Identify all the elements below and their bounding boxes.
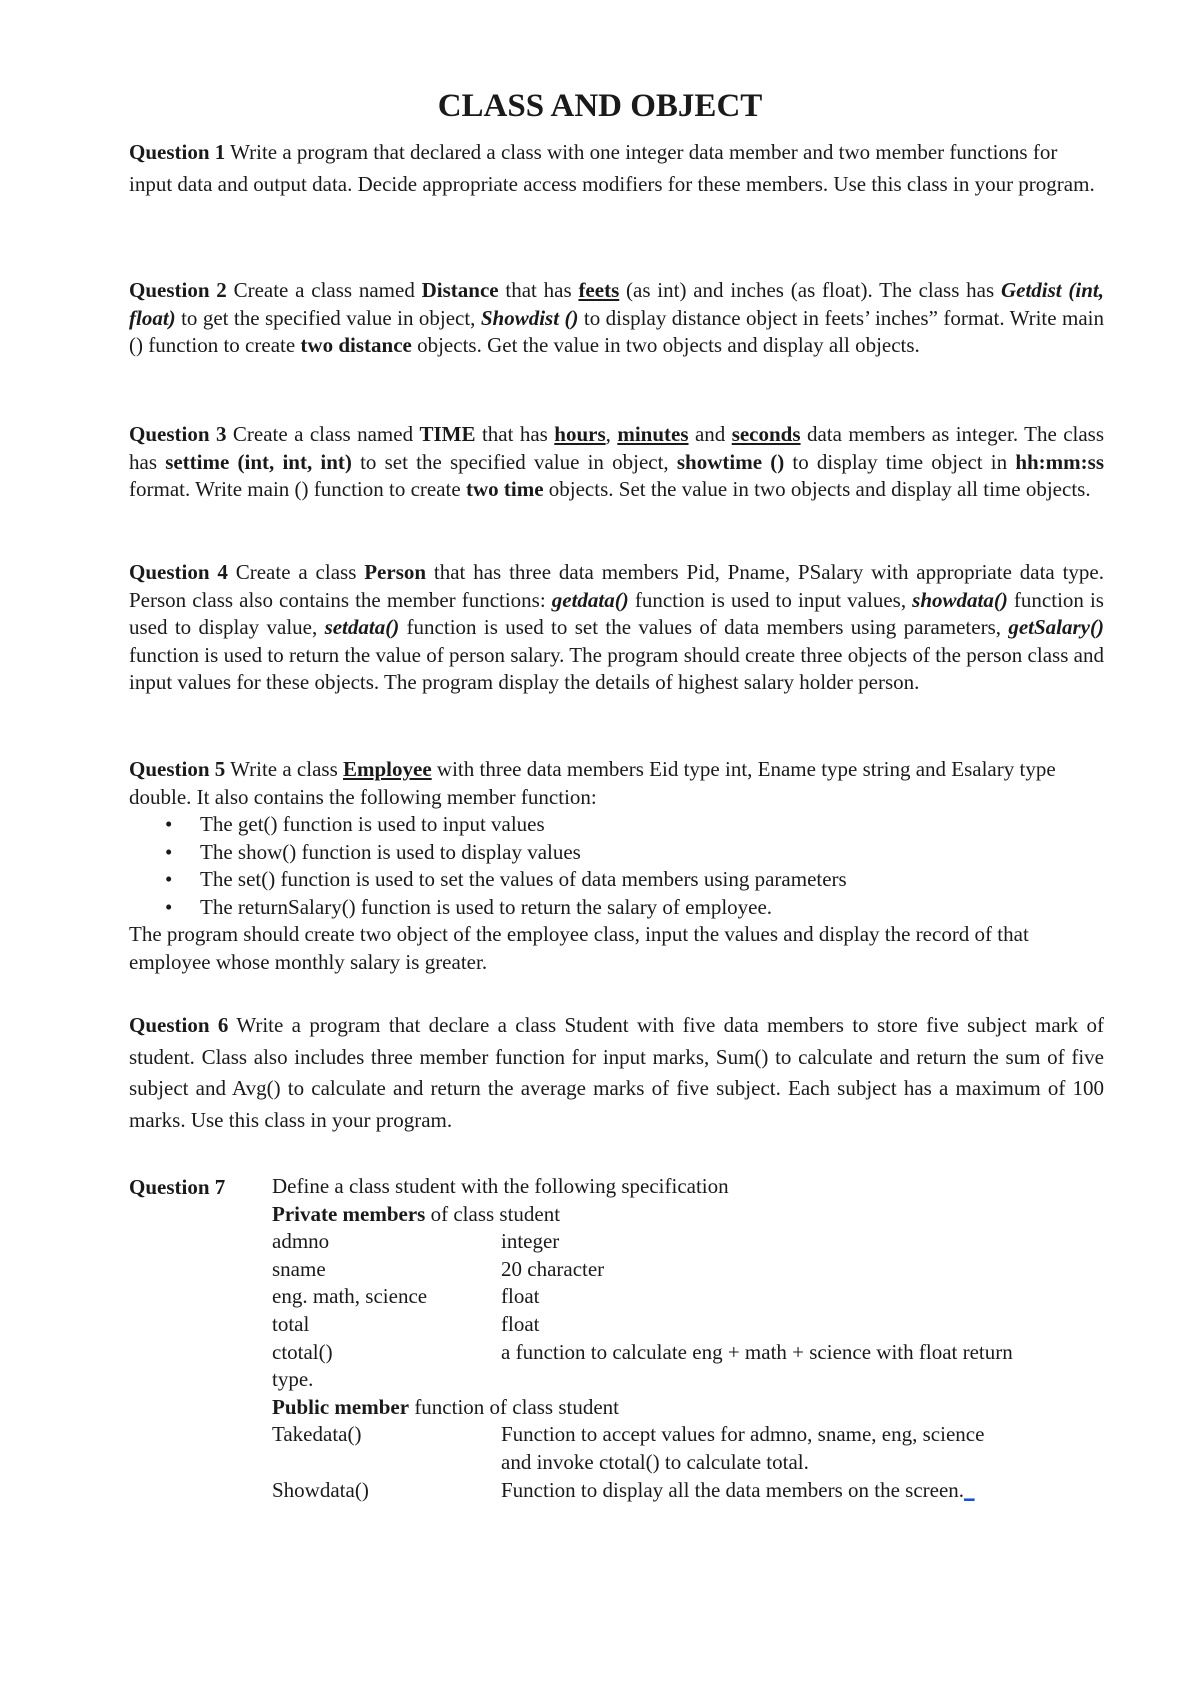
member-name: Showdata()	[272, 1477, 369, 1502]
description-line: Function to accept values for admno, sname, eng, science	[501, 1422, 985, 1447]
member-type: a function to calculate eng + math + science with float return	[501, 1339, 1013, 1364]
question-1-label: Question 1	[129, 140, 226, 164]
question-5-text: with three data members Eid type int, Ename type string and Esalary type double. It also contains the following member function:	[129, 757, 1056, 809]
public-members-heading	[272, 1394, 1122, 1422]
trailing-underscore: _	[964, 1477, 975, 1502]
question-3-text: to display time object in	[784, 449, 1016, 474]
getsalary-function: getSalary()	[1008, 615, 1104, 639]
member-name: eng. math, science	[272, 1284, 428, 1309]
question-5	[129, 756, 1104, 976]
time-class-name: TIME	[419, 422, 476, 446]
list-item: • The show() function is used to display values	[129, 839, 1104, 867]
setdata-function: setdata()	[324, 615, 400, 639]
question-5-closing: The program should create two object of the employee class, input the values and display the record of that employee whose monthly salary is greater.	[129, 922, 1029, 974]
showdata-function: showdata()	[912, 587, 1008, 612]
question-4-text: function is used to set the values of data members using parameters,	[399, 615, 1009, 639]
question-2	[129, 277, 1104, 360]
list-item: • The returnSalary() function is used to return the salary of employee.	[129, 894, 1104, 922]
public-members-bold: Public member	[272, 1394, 410, 1419]
question-2-text: to get the specified value in object,	[175, 305, 481, 330]
question-5-intro	[129, 756, 1104, 811]
employee-class-name: Employee	[343, 757, 432, 781]
hours-term: hours	[554, 422, 606, 446]
table-row	[272, 1228, 1122, 1256]
question-7-intro: Define a class student with the following specification	[272, 1174, 729, 1198]
description-line: Function to display all the data members on the screen.	[501, 1477, 965, 1502]
question-2-text: (as int) and inches (as float). The class has	[619, 278, 1001, 302]
question-2-text: objects. Get the value in two objects and display all objects.	[411, 333, 920, 357]
private-members-bold: Private members	[272, 1201, 426, 1226]
question-3-text: ,	[605, 422, 618, 446]
showtime-function: showtime ()	[676, 449, 785, 474]
table-row	[272, 1339, 1122, 1367]
member-name: sname	[272, 1256, 326, 1281]
question-5-text: Write a class	[225, 757, 343, 781]
question-3-text: to set the specified value in object,	[351, 449, 677, 474]
person-class-name: Person	[364, 560, 427, 584]
question-3-text: Create a class named	[226, 422, 420, 446]
seconds-term: seconds	[731, 422, 801, 446]
member-description	[501, 1421, 1122, 1476]
question-1-text: Write a program that declared a class with one integer data member and two member functions for input data and output data. Decide appropriate access modifiers for these members. Use this class in your program.	[129, 140, 1095, 196]
table-row	[272, 1477, 1122, 1505]
two-time-term: two time	[465, 477, 544, 501]
question-6-label: Question 6	[129, 1013, 229, 1037]
member-name: total	[272, 1311, 310, 1336]
table-row	[272, 1311, 1122, 1339]
question-3-text: format. Write main () function to create	[129, 477, 466, 501]
two-distance-term: two distance	[300, 333, 412, 357]
getdist-function: Getdist (int, float)	[129, 278, 1104, 330]
description-line: and invoke ctotal() to calculate total.	[501, 1449, 809, 1474]
question-3-text: that has	[475, 422, 555, 446]
question-3	[129, 421, 1104, 504]
question-2-label: Question 2	[129, 278, 227, 302]
member-description	[501, 1477, 1122, 1505]
question-7-label: Question 7	[129, 1175, 226, 1199]
table-row	[272, 1421, 1122, 1476]
time-format-term: hh:mm:ss	[1015, 449, 1104, 474]
feets-term: feets	[578, 278, 620, 302]
question-3-text: data members as integer. The class has	[129, 422, 1105, 474]
private-members-rest: of class student	[425, 1201, 561, 1226]
question-4	[129, 559, 1104, 697]
wrapped-text: type.	[272, 1367, 314, 1392]
question-6-text: Write a program that declare a class Student with five data members to store five subject mark of student. Class also includes three member function for input marks, Sum() to calculate and return the sum of five subject and Avg() to calculate and return the average marks of five subject. Each subject has a maximum of 100 marks. Use this class in your program.	[129, 1013, 1105, 1132]
list-item: • The get() function is used to input values	[129, 811, 1104, 839]
showdist-function: Showdist ()	[480, 305, 579, 330]
settime-function: settime (int, int, int)	[165, 449, 352, 474]
question-3-text: objects. Set the value in two objects and display all time objects.	[543, 477, 1091, 501]
question-4-text: function is used to input values,	[628, 587, 913, 612]
question-2-text: that has	[498, 278, 579, 302]
question-3-text: and	[688, 422, 732, 446]
minutes-term: minutes	[617, 422, 689, 446]
question-4-text: that has three data members Pid, Pname, PSalary with appropriate data type. Person class also contains the member functions:	[129, 560, 1104, 612]
question-4-text: Create a class	[227, 560, 365, 584]
table-row	[272, 1256, 1122, 1284]
list-item: • The set() function is used to set the values of data members using parameters	[129, 866, 1104, 894]
question-4-label: Question 4	[129, 560, 228, 584]
question-2-text: to display distance object in feets’ inches” format. Write main () function to create	[129, 305, 1104, 357]
question-3-label: Question 3	[129, 422, 227, 446]
question-5-label: Question 5	[129, 757, 226, 781]
member-name: ctotal()	[272, 1339, 333, 1364]
question-7-spec	[272, 1173, 1122, 1504]
member-name: Takedata()	[272, 1422, 362, 1447]
question-4-text: function is used to display value,	[129, 587, 1104, 639]
page-title: CLASS AND OBJECT	[437, 88, 763, 124]
member-function-list	[129, 811, 1104, 921]
question-1	[129, 137, 1104, 200]
getdata-function: getdata()	[551, 587, 629, 612]
member-type: 20 character	[501, 1256, 605, 1281]
question-4-text: function is used to return the value of person salary. The program should create three objects of the person class and input values for these objects. The program display the details of highest salary holder person.	[129, 642, 1104, 694]
private-members-heading	[272, 1201, 1122, 1229]
distance-class-name: Distance	[421, 278, 499, 302]
question-6	[129, 1010, 1104, 1136]
member-type: integer	[501, 1229, 560, 1254]
table-row	[272, 1283, 1122, 1311]
member-type: float	[501, 1311, 540, 1336]
question-2-text: Create a class named	[226, 278, 422, 302]
public-members-rest: function of class student	[409, 1394, 620, 1419]
member-name: admno	[272, 1229, 330, 1254]
member-type: float	[501, 1284, 540, 1309]
